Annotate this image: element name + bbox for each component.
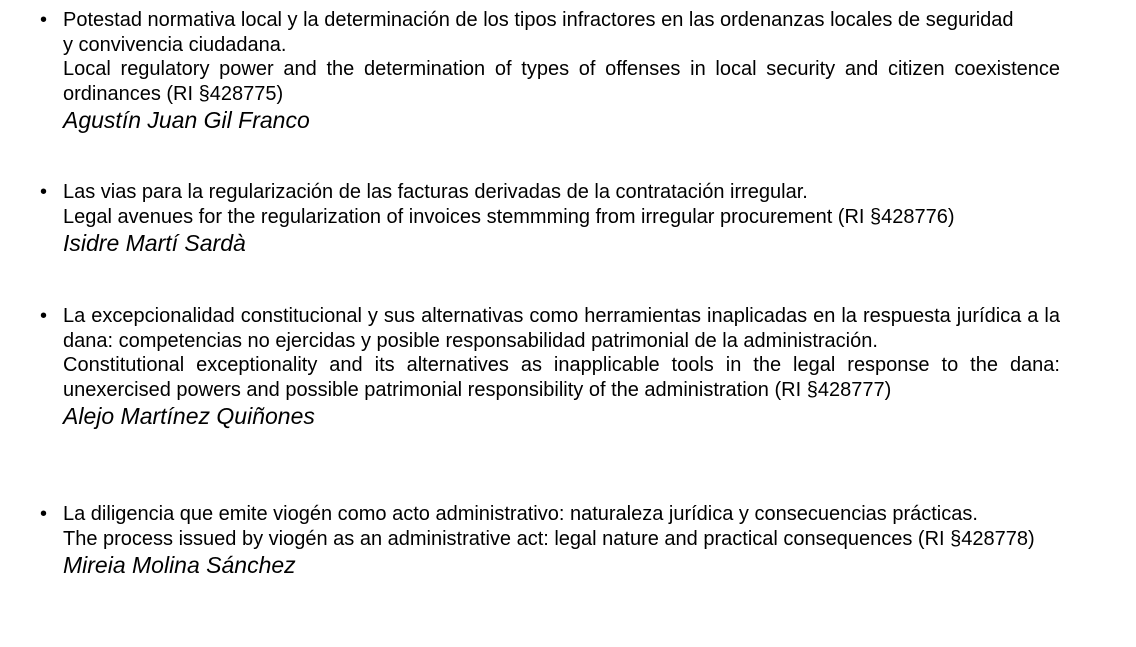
bullet: •: [40, 181, 48, 203]
title-spanish: La diligencia que emite viogén como acto administrativo: naturaleza jurídica y consecuencias prácticas.: [63, 503, 978, 525]
title-spanish: Las vias para la regularización de las facturas derivadas de la contratación irregular.: [63, 181, 808, 203]
title-spanish: La excepcionalidad constitucional y sus alternativas como herramientas inaplicadas en la respuesta jurídica a la dana: competencias no ejercidas y posible responsabilidad patrimonial de la administración.: [63, 305, 1060, 352]
entry-body: [63, 180, 1060, 257]
title-english: Local regulatory power and the determination of types of offenses in local security and citizen coexistence ordinances (RI §428775): [63, 58, 1060, 105]
title-english: The process issued by viogén as an administrative act: legal nature and practical consequences (RI §428778): [63, 527, 1035, 550]
title-spanish: Potestad normativa local y la determinación de los tipos infractores en las ordenanzas locales de seguridad y convivencia ciudadana.: [63, 9, 1014, 56]
author-name: Isidre Martí Sardà: [63, 230, 246, 256]
bullet: •: [40, 503, 48, 525]
bullet: •: [40, 305, 48, 327]
entry-body: [63, 304, 1060, 430]
author-name: Alejo Martínez Quiñones: [63, 403, 315, 429]
title-english: Legal avenues for the regularization of invoices stemmming from irregular procurement (RI §428776): [63, 205, 955, 228]
entry-body: [63, 8, 1060, 134]
bullet: •: [40, 9, 48, 31]
author-name: Mireia Molina Sánchez: [63, 552, 296, 578]
entry-body: [63, 502, 1060, 579]
author-name: Agustín Juan Gil Franco: [63, 107, 310, 133]
title-english: Constitutional exceptionality and its alternatives as inapplicable tools in the legal response to the dana: unexercised powers and possible patrimonial responsibility of the administration (RI §428777): [63, 354, 1060, 401]
